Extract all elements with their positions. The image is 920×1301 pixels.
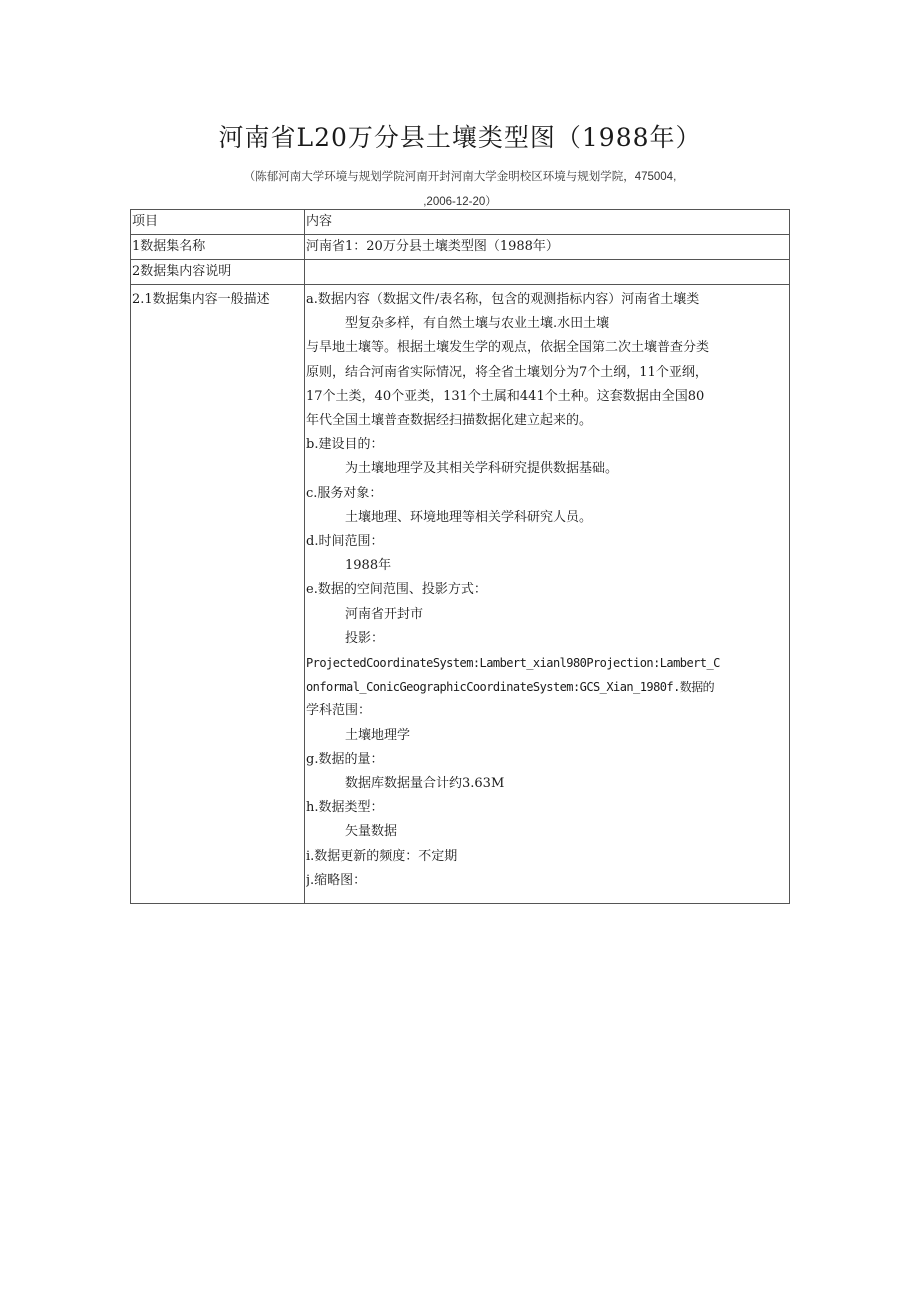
table-row bbox=[131, 260, 790, 285]
desc-line: 投影： bbox=[345, 630, 385, 646]
desc-line-a: a.数据内容（数据文件/表名称，包含的观测指标内容）河南省土壤类 bbox=[306, 292, 700, 307]
desc-line-b: b.建设目的： bbox=[306, 437, 384, 453]
desc-line: 河南省开封市 bbox=[345, 606, 424, 622]
table-header-row bbox=[131, 210, 790, 235]
publication-date: ,2006-12-20） bbox=[423, 196, 497, 208]
table-row bbox=[131, 235, 790, 260]
desc-line-d: d.时间范围： bbox=[306, 534, 384, 550]
desc-line-e: e.数据的空间范围、投影方式： bbox=[306, 582, 487, 598]
desc-line-g: g.数据的量： bbox=[306, 751, 384, 767]
desc-line: 原则，结合河南省实际情况，将全省土壤划分为7个土纲，11个亚纲， bbox=[306, 364, 708, 380]
metadata-table bbox=[130, 209, 790, 904]
desc-line: 年代全国土壤普查数据经扫描数据化建立起来的。 bbox=[306, 413, 593, 429]
header-content: 内容 bbox=[305, 210, 790, 235]
author-affiliation: （陈郁河南大学环境与规划学院河南开封河南大学金明校区环境与规划学院，475004, bbox=[243, 171, 677, 183]
desc-line: 学科范围： bbox=[306, 703, 372, 719]
desc-line-c: c.服务对象： bbox=[306, 485, 383, 501]
desc-line: 土壤地理、环境地理等相关学科研究人员。 bbox=[345, 509, 593, 525]
projection-line: ProjectedCoordinateSystem:Lambert_xianl980Projection:Lambert_C bbox=[306, 656, 720, 671]
desc-line: 17个土类，40个亚类，131个土属和441个土种。这套数据由全国80 bbox=[306, 388, 705, 404]
row-value-dataset-name: 河南省1：20万分县土壤类型图（1988年） bbox=[305, 235, 790, 260]
row-label-dataset-name: 1数据集名称 bbox=[131, 235, 305, 260]
row-label-content-description: 2数据集内容说明 bbox=[131, 260, 305, 285]
projection-line: onformal_ConicGeographicCoordinateSystem:GCS_Xian_1980f.数据的 bbox=[306, 680, 715, 695]
desc-line: 矢量数据 bbox=[345, 824, 398, 840]
general-description-content bbox=[305, 285, 790, 904]
row-label-general-description: 2.1数据集内容一般描述 bbox=[131, 285, 305, 904]
desc-line: 数据库数据量合计约3.63M bbox=[345, 776, 505, 792]
table-row-general-description bbox=[131, 285, 790, 904]
desc-line-h: h.数据类型： bbox=[306, 800, 384, 816]
desc-line: 与旱地土壤等。根据土壤发生学的观点，依据全国第二次土壤普查分类 bbox=[306, 340, 710, 356]
document-title: 河南省L20万分县土壤类型图（1988年） bbox=[218, 123, 702, 152]
desc-line-j: j.缩略图： bbox=[306, 872, 367, 888]
header-item: 项目 bbox=[131, 210, 305, 235]
desc-line: 为土壤地理学及其相关学科研究提供数据基础。 bbox=[345, 461, 619, 477]
row-value-content-description bbox=[305, 260, 790, 285]
desc-line-i: i.数据更新的频度：不定期 bbox=[306, 848, 458, 864]
desc-line: 1988年 bbox=[345, 558, 392, 574]
desc-line: 土壤地理学 bbox=[345, 727, 411, 743]
desc-line: 型复杂多样，有自然土壤与农业土壤.水田土壤 bbox=[345, 316, 610, 332]
